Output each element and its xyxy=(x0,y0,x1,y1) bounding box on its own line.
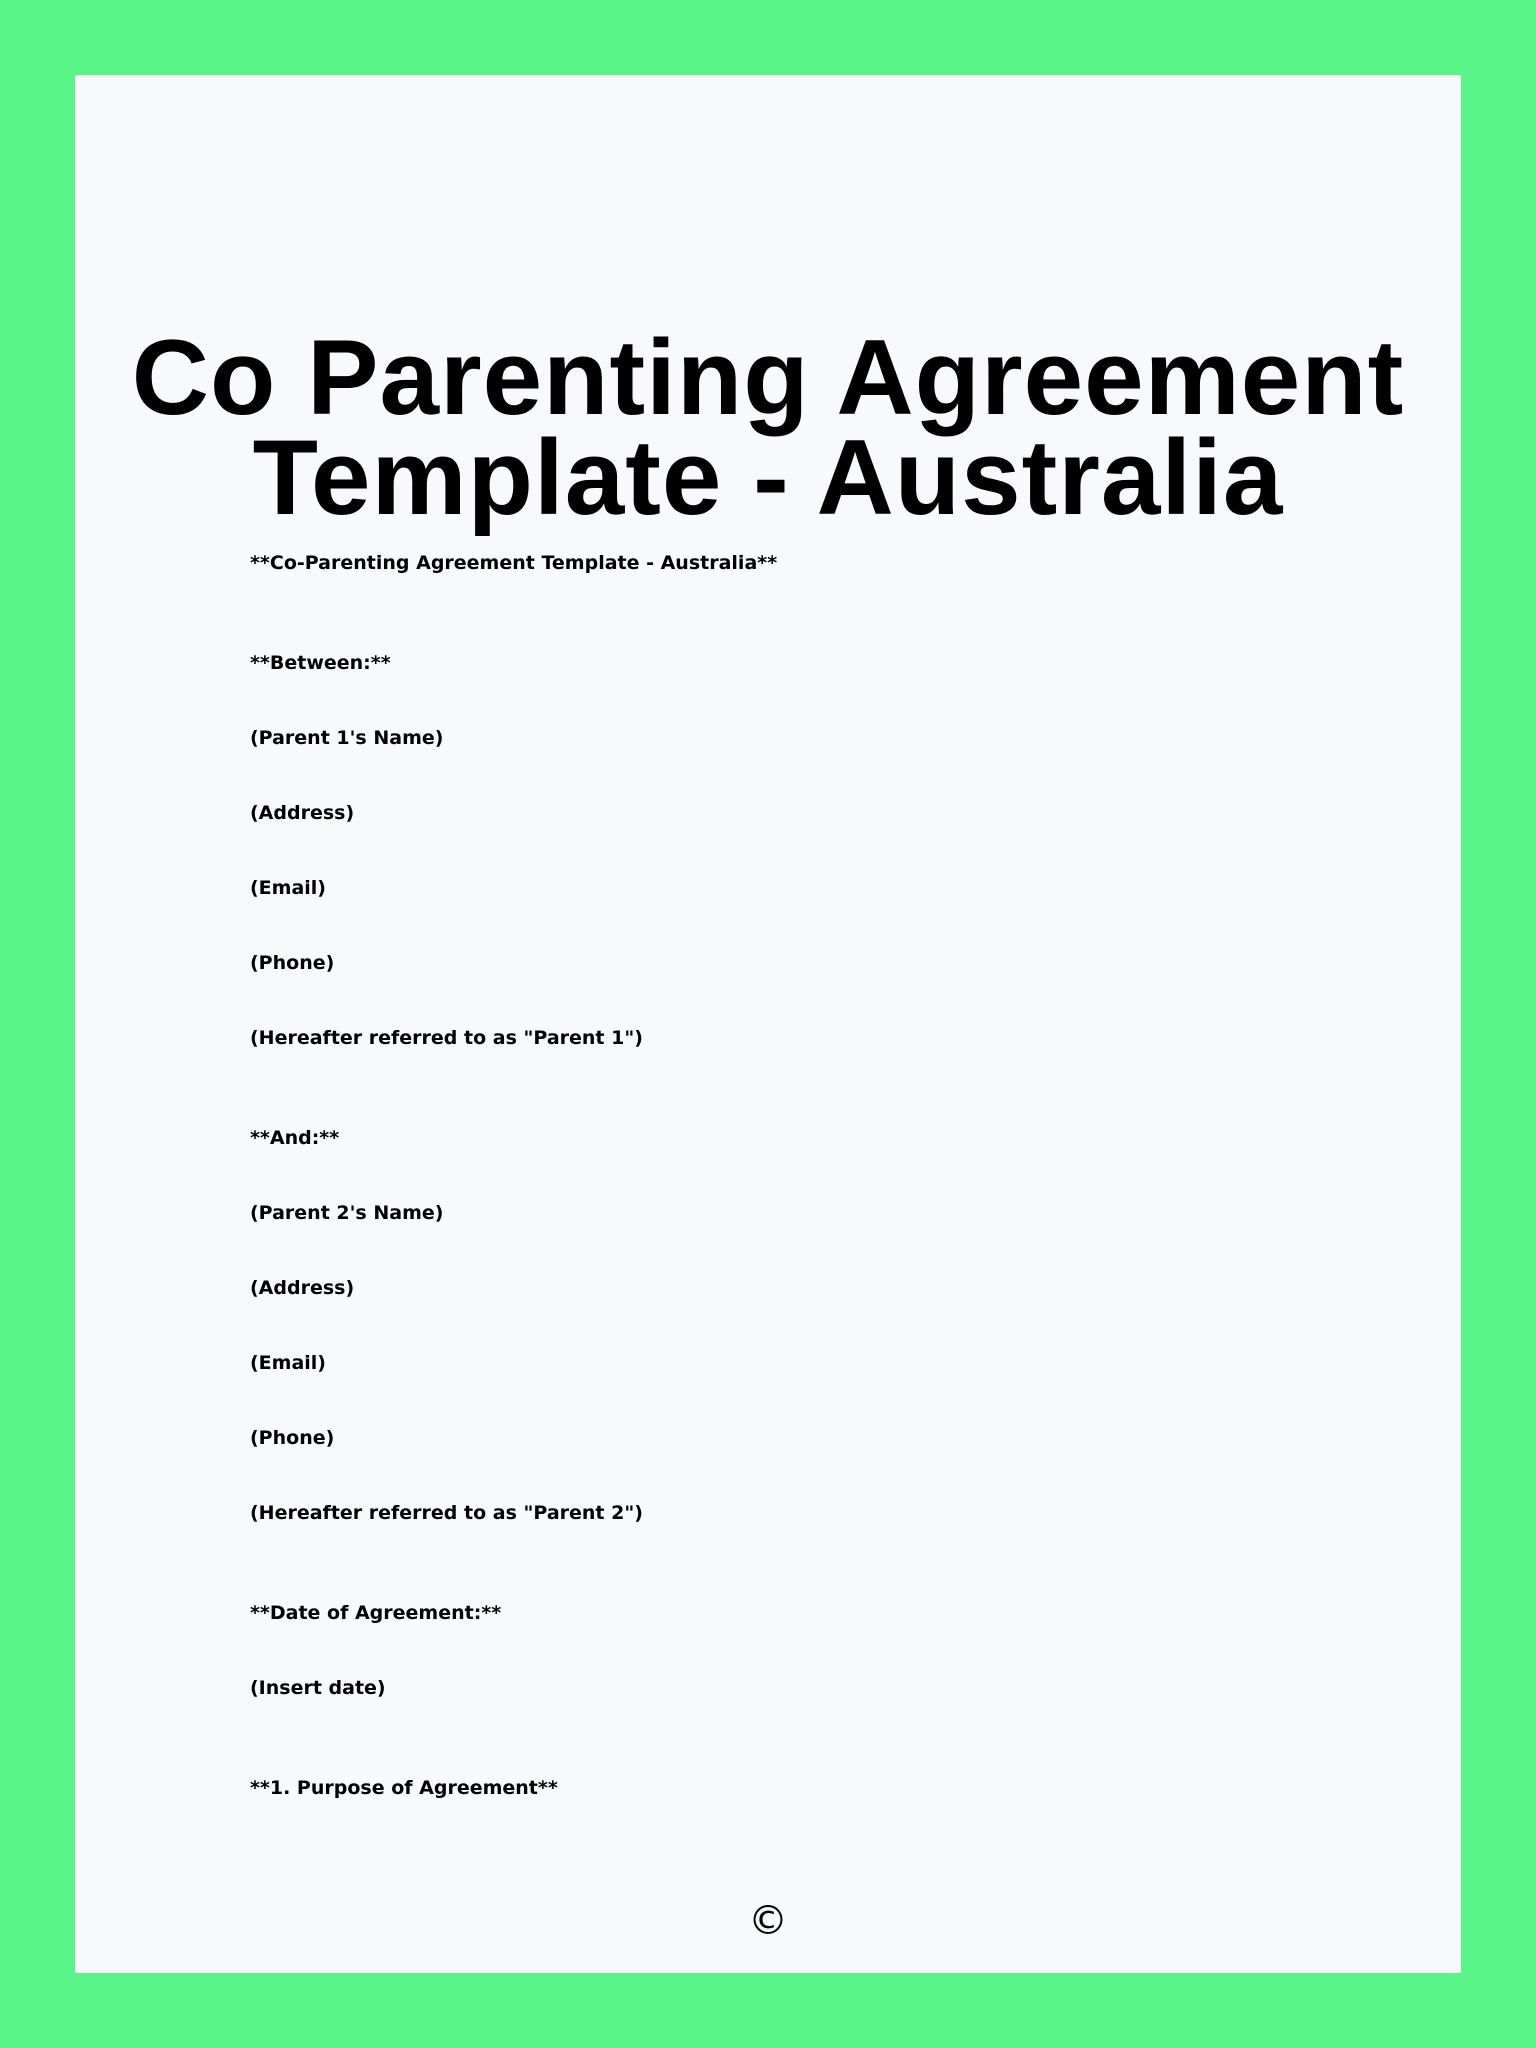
parent2-reference: (Hereafter referred to as "Parent 2") xyxy=(250,1502,643,1524)
parent2-email: (Email) xyxy=(250,1352,326,1374)
copyright-icon: © xyxy=(748,1898,788,1944)
document-title xyxy=(75,317,1461,537)
parent1-name: (Parent 1's Name) xyxy=(250,727,444,749)
parent2-phone: (Phone) xyxy=(250,1427,335,1449)
parent1-phone: (Phone) xyxy=(250,952,335,974)
parent1-email: (Email) xyxy=(250,877,326,899)
document-page xyxy=(75,75,1461,1973)
date-placeholder: (Insert date) xyxy=(250,1677,386,1699)
parent1-reference: (Hereafter referred to as "Parent 1") xyxy=(250,1027,643,1049)
date-heading: **Date of Agreement:** xyxy=(250,1602,502,1624)
parent1-address: (Address) xyxy=(250,802,355,824)
purpose-heading: **1. Purpose of Agreement** xyxy=(250,1777,558,1799)
between-heading: **Between:** xyxy=(250,652,391,674)
parent2-name: (Parent 2's Name) xyxy=(250,1202,444,1224)
title-line-2: Template - Australia xyxy=(252,417,1284,537)
parent2-address: (Address) xyxy=(250,1277,355,1299)
title-line-1: Co Parenting Agreement xyxy=(131,317,1405,437)
and-heading: **And:** xyxy=(250,1127,340,1149)
document-heading: **Co-Parenting Agreement Template - Australia** xyxy=(250,552,778,574)
